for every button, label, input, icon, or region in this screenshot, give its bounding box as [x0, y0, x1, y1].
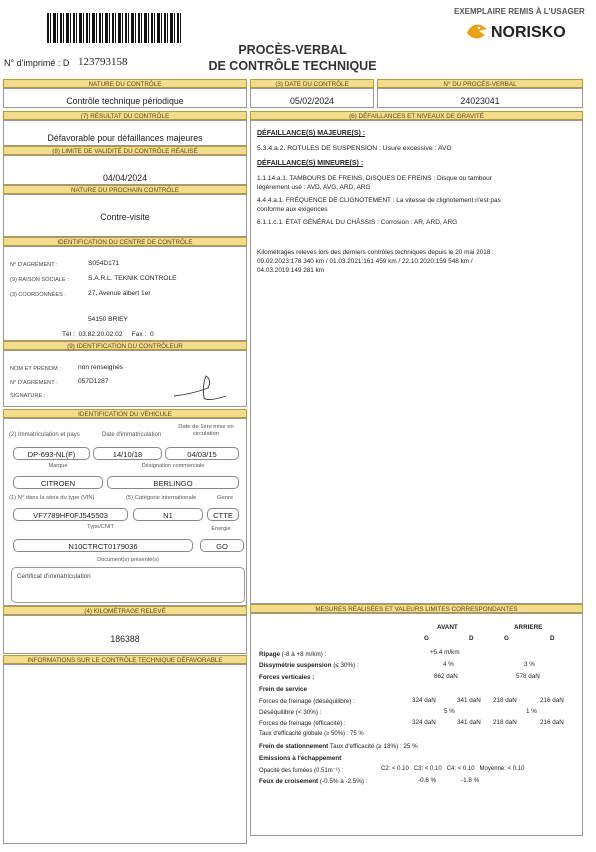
minor-failure-1b: légèrement usé : AVD, AVG, ARD, ARG [257, 184, 371, 191]
controller-agr-label: N° D'AGRÉMENT : [10, 380, 58, 386]
rear-right-label: D [550, 635, 555, 642]
front-left-label: G [424, 635, 429, 642]
km-history-line3: 04.03.2019:149 281 km [257, 267, 325, 274]
first-circulation-label: Date de 1ere mise en circulation [178, 424, 234, 437]
km-value: 186388 [110, 634, 140, 644]
info-box [3, 664, 247, 844]
documents-value: Certificat d'immatriculation [17, 573, 91, 580]
center-phone-fax: Tél : 03.82.20.02.02 Fax : 0 [62, 331, 154, 338]
info-header: INFORMATIONS SUR LE CONTRÔLE TECHNIQUE DÉFAVORABLE [3, 655, 247, 664]
controller-name-value: non renseignés [78, 364, 124, 371]
failures-header: (6) DÉFAILLANCES ET NIVEAUX DE GRAVITÉ [250, 111, 583, 120]
vehicle-header: IDENTIFICATION DU VÉHICULE [3, 409, 247, 418]
brand-value: CITROEN [13, 476, 103, 489]
braking-imbalance-rl: 218 daN [493, 697, 517, 704]
next-control-value: Contre-visite [100, 212, 150, 222]
center-rs-value: S.A.R.L. TEKNIK CONTROLE [88, 275, 177, 282]
title-line-1: PROCÈS-VERBAL [238, 43, 347, 57]
km-history-line1: Kilométrages relevés lors des derniers contrôles techniques depuis le 20 mai 2018 : [257, 249, 494, 256]
center-addr-label: (3) COORDONNÉES : [10, 292, 66, 298]
nature-value: Contrôle technique périodique [66, 96, 184, 106]
minor-failure-2a: 4.4.4.a.1. FRÉQUENCE DE CLIGNOTEMENT : La vitesse de clignotement n'est pas [257, 197, 501, 204]
minor-failure-3: 6.1.1.c.1. ÉTAT GÉNÉRAL DU CHÂSSIS : Corrosion : AR, ARD, ARG [257, 219, 458, 226]
genre-label: Genre [217, 495, 234, 501]
ripage-label: Ripage (-8 à +8 m/km) : [259, 651, 327, 658]
imbalance-front: 5 % [444, 708, 455, 715]
dissymmetry-label: Dissymétrie suspension (≤ 30%) : [259, 662, 359, 669]
dissymmetry-rear: 3 % [524, 661, 535, 668]
controller-agr-value: 057D1287 [78, 378, 109, 385]
date-value: 05/02/2024 [289, 96, 335, 106]
minor-failure-2b: conforme aux exigences [257, 206, 328, 213]
braking-imbalance-fr: 341 daN [457, 697, 481, 704]
center-agr-label: N° D'AGRÉMENT : [10, 262, 58, 268]
brand-name: NORISKO [491, 24, 566, 41]
immat-value: DP-693-NL(F) [13, 447, 90, 460]
category-value: N1 [133, 508, 203, 521]
title-line-2: DE CONTRÔLE TECHNIQUE [208, 59, 377, 73]
genre-value: CTTE [207, 508, 239, 521]
braking-efficiency-label: Forces de freinage (efficacité) : [259, 720, 346, 727]
cnit-label: Type/CNIT [87, 524, 114, 530]
imbalance-rear: 1 % [526, 708, 537, 715]
controller-name-label: NOM ET PRÉNOM : [10, 366, 61, 372]
vertical-forces-label: Forces verticales : [259, 674, 315, 681]
date-immat-label: Date d'immatriculation [102, 432, 162, 438]
nature-header: NATURE DU CONTRÔLE [3, 79, 247, 88]
energy-value: GO [200, 539, 244, 552]
braking-imbalance-fl: 324 daN [412, 697, 436, 704]
immat-label: (2) Immatriculation et pays [9, 432, 80, 438]
minor-failure-1a: 1.1.14.a.1. TAMBOURS DE FREINS, DISQUES DE FREINS : Disque ou tambour [257, 175, 492, 182]
parking-brake-row: Frein de stationnement Taux d'efficacité (≥ 18%) : 25 % [259, 743, 418, 750]
documents-label: Document(s) présenté(s) [97, 557, 159, 563]
measures-header: MESURES RÉALISÉES ET VALEURS LIMITES CORRESPONDANTES [250, 604, 583, 613]
copy-note: EXEMPLAIRE REMIS À L'USAGER [454, 7, 585, 16]
controller-signature [168, 372, 238, 406]
center-addr-line2: 54150 BRIEY [88, 316, 128, 323]
center-agr-value: S054D171 [88, 260, 120, 267]
validity-value: 04/04/2024 [102, 173, 148, 183]
rear-left-label: G [504, 635, 509, 642]
result-value: Défavorable pour défaillances majeures [47, 133, 203, 143]
ripage-value: +5.4 m/km [430, 649, 460, 656]
center-addr-line1: 27, Avenue albert 1er [88, 290, 151, 297]
imbalance-label: Déséquilibre (< 30%) : [259, 709, 322, 716]
minor-failures-title: DÉFAILLANCE(S) MINEURE(S) : [257, 160, 364, 167]
emissions-title: Emissions à l'échappement [259, 755, 342, 762]
dissymmetry-front: 4 % [443, 661, 454, 668]
next-control-header: NATURE DU PROCHAIN CONTRÔLE [3, 185, 247, 194]
pv-header: N° DU PROCÈS-VERBAL [377, 79, 583, 88]
brand-label: Marque [48, 463, 68, 469]
center-rs-label: (9) RAISON SOCIALE : [10, 277, 69, 283]
designation-label: Désignation commerciale [141, 463, 205, 469]
braking-imbalance-label: Forces de freinage (déséquilibre) : [259, 698, 355, 705]
km-header: (4) KILOMÉTRAGE RELEVÉ [3, 606, 247, 615]
braking-efficiency-rr: 216 daN [540, 719, 564, 726]
service-brake-title: Frein de service [259, 686, 307, 693]
global-efficiency: Taux d'efficacité globale (≥ 50%) : 75 % [259, 731, 364, 737]
energy-label: Energie [211, 526, 231, 532]
pv-value: 24023041 [460, 96, 500, 106]
date-immat-value: 14/10/18 [93, 447, 162, 460]
norisko-logo-icon [465, 23, 489, 43]
rear-axle-label: ARRIERE [514, 624, 543, 631]
controller-header: (9) IDENTIFICATION DU CONTRÔLEUR [3, 341, 247, 350]
result-header: (7) RÉSULTAT DU CONTRÔLE [3, 111, 247, 120]
printed-number: 123793158 [78, 56, 128, 68]
category-label: (5) Catégorie internationale [126, 495, 197, 501]
braking-imbalance-rr: 216 daN [540, 697, 564, 704]
failures-box [250, 120, 583, 604]
validity-header: (8) LIMITE DE VALIDITÉ DU CONTRÔLE RÉALISÉ [3, 146, 247, 155]
cnit-value: N10CTRCT0179036 [13, 539, 193, 552]
opacity-values: C2: < 0.10 C3: < 0.10 C4: < 0.10 Moyenne: < 0.10 [381, 766, 525, 772]
low-beam-left: -0.6 % [418, 777, 437, 784]
braking-efficiency-rl: 218 daN [493, 719, 517, 726]
first-circulation-value: 04/03/15 [165, 447, 239, 460]
date-header: (3) DATE DU CONTRÔLE [250, 79, 374, 88]
barcode [47, 13, 183, 43]
km-history-line2: 09.02.2023:178 340 km / 01.03.2021:161 459 km / 22.10.2020:159 548 km / [257, 258, 473, 265]
vertical-forces-rear: 578 daN [516, 673, 540, 680]
center-header: IDENTIFICATION DU CENTRE DE CONTRÔLE [3, 237, 247, 246]
printed-number-label: N° d'imprimé : D [4, 58, 70, 68]
low-beam-right: -1.8 % [461, 777, 480, 784]
major-failure-1: 5.3.4.a.2. ROTULES DE SUSPENSION : Usure excessive : AVG [257, 145, 452, 152]
opacity-label: Opacité des fumées (0.51m⁻¹) : [259, 768, 344, 774]
vin-value: VF7789HF0FJ545503 [13, 508, 128, 521]
vin-label: (1) N° dans la série du type (VIN) [9, 495, 95, 501]
major-failures-title: DÉFAILLANCE(S) MAJEURE(S) : [257, 130, 366, 137]
designation-value: BERLINGO [107, 476, 239, 489]
signature-label: SIGNATURE : [10, 393, 46, 399]
braking-efficiency-fr: 341 daN [457, 719, 481, 726]
vertical-forces-front: 862 daN [434, 673, 458, 680]
low-beam-label: Feux de croisement (-0.5% à -2.5%) : [259, 778, 368, 785]
front-right-label: D [469, 635, 474, 642]
front-axle-label: AVANT [437, 624, 458, 631]
braking-efficiency-fl: 324 daN [412, 719, 436, 726]
